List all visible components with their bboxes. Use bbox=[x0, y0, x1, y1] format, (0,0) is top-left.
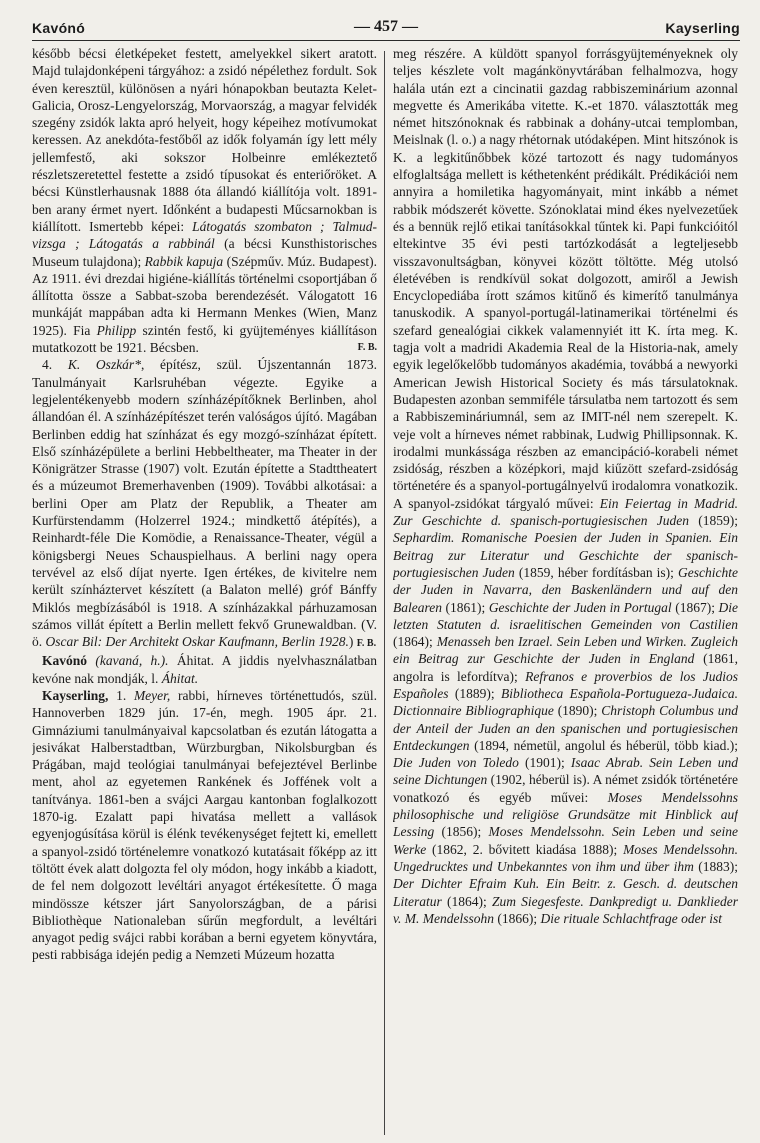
body-text: később bécsi életképeket festett, amelyekkel sikert aratott. Majd tulajdonképeni tárgyához: a zsidó népélethez fordult. Sok éven keresztül, különösen a nyári hónapokban beutazta Kelet-Galicia, Orosz-Lengyelország, Morvaország, a magyar felvidék szegény zsidók lakta apró helyeit, hogy képeihez motívumokat keressen. Az anekdóta-festőből az idők folyamán így lett mély jellemfestő, aki sokszor Holbeinre emlékeztető részletszeretettel festette a zsidó típusokat és enteriőröket. A bécsi Künstlerhausnak 1888 óta állandó kiállítója volt. 1891-ben arany érmet nyert. Időnként a budapesti Műcsarnokban is kiállított. Ismertebb képei: bbox=[32, 46, 377, 234]
body-text: (1889); bbox=[448, 685, 502, 701]
text-columns bbox=[32, 45, 740, 1143]
running-header bbox=[32, 14, 740, 41]
entry-kavono bbox=[32, 652, 377, 687]
body-text: (1859); bbox=[689, 513, 738, 529]
italic-title: Die letzten Statuten d. israelitischen Gemeinden von Castilien bbox=[393, 599, 738, 632]
italic-title: Ein Feiertag in Madrid. Zur Geschichte d. spanisch-portugiesischen Juden bbox=[393, 495, 738, 529]
body-text: (1867); bbox=[671, 599, 719, 615]
column-divider bbox=[384, 51, 385, 1135]
paragraph-kaufmann-isidor-cont bbox=[32, 45, 377, 356]
left-column bbox=[32, 45, 377, 1143]
column-gutter bbox=[377, 45, 393, 1143]
body-text: (1864); bbox=[441, 893, 492, 909]
body-text: , építész, szül. Újszentannán 1873. Tanulmányait Karlsruhéban végezte. Egyike a legjelentékenyebb modern színházépítőknek Berlinben, ahol állandóan él. A színházépítészet terén valóságos újító. Magában Berlinben eddig hat színházat és egy mozgó-színházat épített. Első színházépülete a berlini Hebbeltheater, ma Theater in der Königrätzer Strasse (1907) volt. Ezután építette a Stadttheatert és a múzeumot Bremerhavenben (1909). További alkotásai: a berlini Oper am Platz der Republik, a Theater am Kurfürstendamm (Holzerrel 1924.; mindkettő átépítés), a Reinhardt-féle Die Komödie, a Renaissance-Theater, végül a königsbergi Neues Schauspielhaus. A berlini nagy opera tervével az első díjat nyerte. Igen értékes, de kivitelre nem került színháztervet készített (a Balaton mellé) gróf Bánffy Miklós megbízásából is 1918. A színházakkal párhuzamosan számos villát épített a Berlin mellett fekvő Grunewaldban. (V. ö. bbox=[32, 357, 377, 650]
italic-title: Moses Mendelssohn. Ungedrucktes und Unbekanntes von ihm und über ihm bbox=[393, 841, 738, 874]
body-text: (a bécsi Kunsthistorisches Museum tulajdona); bbox=[32, 236, 377, 269]
entry-kayserling bbox=[32, 687, 377, 964]
italic-title: Menasseh ben Izrael. Sein Leben und Wirken. Zugleich ein Beitrag zur Geschichte der Juden in England bbox=[393, 634, 738, 667]
entry-kayserling-cont bbox=[393, 45, 738, 927]
right-column bbox=[393, 45, 738, 1143]
italic-name: K. Oszkár* bbox=[67, 357, 141, 373]
italic-name: Meyer, bbox=[133, 687, 171, 703]
body-text: (1861); bbox=[441, 599, 489, 615]
body-text: (1890); bbox=[553, 703, 602, 719]
body-text: (1861, angolra is lefordítva); bbox=[393, 651, 738, 684]
entry-number: 4. bbox=[42, 357, 68, 373]
italic-title: Isaac Abrab. Sein Leben und seine Dichtungen bbox=[393, 755, 738, 788]
body-text: (1862, 2. bővitett kiadása 1888); bbox=[426, 841, 624, 857]
italic-crossref: Áhitat. bbox=[161, 670, 199, 686]
page-number: — 457 — bbox=[354, 18, 418, 35]
italic-title: Sephardim. Romanische Poesien der Juden in Spanien. Ein Beitrag zur Literatur und Geschichte der spanisch-portugiesischen Juden bbox=[393, 530, 738, 580]
entry-headword: Kavónó bbox=[42, 653, 88, 669]
italic-title: Der Dichter Efraim Kuh. Ein Beitr. z. Gesch. d. deutschen Literatur bbox=[393, 876, 738, 909]
italic-title: Moses Mendelssohns philosophische und religiöse Grundsätze mit Hinblick auf Lessing bbox=[393, 789, 738, 840]
italic-title: Die Juden von Toledo bbox=[393, 755, 519, 771]
header-right-word: Kayserling bbox=[665, 20, 740, 36]
body-text: (1859, héber fordításban is); bbox=[514, 564, 678, 580]
italic-title: Geschichte der Juden in Navarra, den Baskenländern und auf den Balearen bbox=[393, 564, 738, 615]
body-text: meg részére. A küldött spanyol forrásgyüjteményeknek oly teljes készlete volt magánkönyvtárában felhalmozva, hogy halála után ezt a cincinatii gazdag rabbiszeminárium azonnal megvette és Amerikába vitette. K.-et 1870. választották meg német hitszónoknak és rabbinak a dohány-utcai templomban, Meislnak (l. o.) a nagy rhétornak utódaképen. Mint hitszónok is K. a legkitűnőbbek közé tartozott és nagy tudományos elfoglaltsága mellett is kéthetenként prédikált. Prédikációi nem annyira a homiletika hagyományait, mint inkább a német rabbik módszerét követte. Szónoklatai mind ékes nyelvezetűek és a bennük rejlő etikai tanításokkal tűntek ki. Papi funkcióitól eltekintve 35 évi pesti tartózkodását a legteljesebb visszavonultságban, könyvei között töltötte. Még utolsó életévében is rendkívül sokat dolgozott, amiről a Jewish Encyclopediába írott számos kitűnő és kimerítő tanulmánya tanuskodik. A spanyol-portugál-latinamerikai történelmi és szefard genealógiai cikkek valamennyiét itt K. írta meg. K. tagja volt a madridi Akademia Real de la Historia-nak, amely egyik legelőkelőbb tudományos akadémia, továbbá a newyorki American Jewish Historical Society és más társulatoknak. Budapesten azonban semmiféle társulatba nem tartozott és sem a Rabbiszemináriumnál, sem az IMIT-nél nem szerepelt. K. veje volt a hírneves német rabbinak, Ludwig Phillipsonnak. K. irodalmi munkássága részben az emancipáció-korabeli német zsidóság, részben a középkori, majd kiűzött szefard-zsidóság történetére és a spanyol-portugálnyelvű irodalomra vonatkozik. A spanyol-zsidókat tárgyaló művei: bbox=[393, 46, 738, 511]
italic-title: Zum Siegesfeste. Dankpredigt u. Danklieder v. M. Mendelssohn bbox=[393, 893, 738, 926]
body-text: (1894, németül, angolul és héberül, több kiad.); bbox=[469, 737, 738, 753]
italic-title: Bibliotheca Española-Portugueza-Judaica. Dictionnaire Bibliographique bbox=[393, 685, 738, 719]
body-text: (1902, héberül is). A német zsidók történetére vonatkozó és egyéb művei: bbox=[393, 772, 738, 805]
italic-title: Látogatás szombaton ; Talmud-vizsga ; Látogatás a rabbinál bbox=[32, 218, 377, 252]
italic-title: Christoph Columbus und der Anteil der Juden an den spanischen und portugiesischen Entdeckungen bbox=[393, 703, 738, 753]
body-text: rabbi, hírneves történettudós, szül. Hannoverben 1829 jún. 17-én, megh. 1905 ápr. 21. Gimnáziumi tanulmányaival kapcsolatban és ezután látogatta a jesivákat Halberstadtban, Würzburgban, Nikolsburgban és Prágában, majd teológiai tanulmányai befejeztével Berlinbe ment, ahol az egyetemen Rankének és Joffének volt a tanítványa. 1861-ben a svájci Aargau kantonban foglalkozott 1870-ig. Ezalatt papi hivatása mellett a vallások egyenjogúsítása körül is élénk tevékenységet fejtett ki, emellett a spanyol-zsidó történelemre vonatkozó kutatásait főképp az itt töltött évek alatt dolgozta fel oly módon, hogy inkább a kiadott, de fel nem dolgozott levéltári anyagot értékesítette. Ő maga mindössze kétszer járt Sanyolországban, de a párisi Bibliothèque Nationaleban sűrűn megfordult, a levéltári anyagot pedig svájci rabbi korában a berni egyetem könyvtára, pesti rabbisága idején pedig a Nemzeti Múzeum hozatta bbox=[32, 687, 377, 963]
body-text: (1864); bbox=[393, 634, 437, 650]
italic-title: Moses Mendelssohn. Sein Leben und seine Werke bbox=[393, 824, 738, 857]
author-signature: F. B. bbox=[356, 638, 377, 650]
italic-title: Refranos e proverbios de los Judios Españoles bbox=[393, 668, 738, 701]
body-text: (1901); bbox=[518, 755, 571, 771]
italic-title: Die rituale Schlachtfrage oder ist bbox=[540, 910, 722, 926]
italic-title: Rabbik kapuja bbox=[144, 253, 224, 269]
italic-name: Philipp bbox=[96, 322, 137, 338]
body-text: (1883); bbox=[693, 858, 738, 874]
body-text: (1856); bbox=[434, 824, 489, 840]
body-text: ) bbox=[348, 634, 354, 650]
header-left-word: Kavónó bbox=[32, 20, 86, 36]
body-text: szintén festő, ki gyüjteményes kiállításon mutatkozott be 1921. Bécsben. bbox=[32, 322, 377, 356]
body-text: (Szépműv. Múz. Budapest). Az 1911. évi drezdai higiéne-kiállítás történelmi csoportjában ő állította össze a Sabbat-szoba berendezését. Válogatott 16 munkáját mappában adta ki Hermann Menkes (Wien, Manz 1925). Fia bbox=[32, 253, 377, 338]
italic-reference: Oscar Bil: Der Architekt Oskar Kaufmann, Berlin 1928. bbox=[45, 634, 349, 650]
body-text: Áhitat. A jiddis nyelvhasználatban kevóne nak mondják, l. bbox=[32, 653, 377, 686]
body-text: (1866); bbox=[493, 910, 541, 926]
entry-headword: Kayserling, bbox=[42, 687, 109, 703]
paragraph-kaufmann-oszkar bbox=[32, 356, 377, 652]
author-signature: F. B. bbox=[357, 342, 377, 354]
italic-title: Geschichte der Juden in Portugal bbox=[488, 599, 672, 615]
body-text: 1. bbox=[108, 687, 134, 703]
italic-gloss: (kavaná, h.). bbox=[87, 653, 169, 669]
